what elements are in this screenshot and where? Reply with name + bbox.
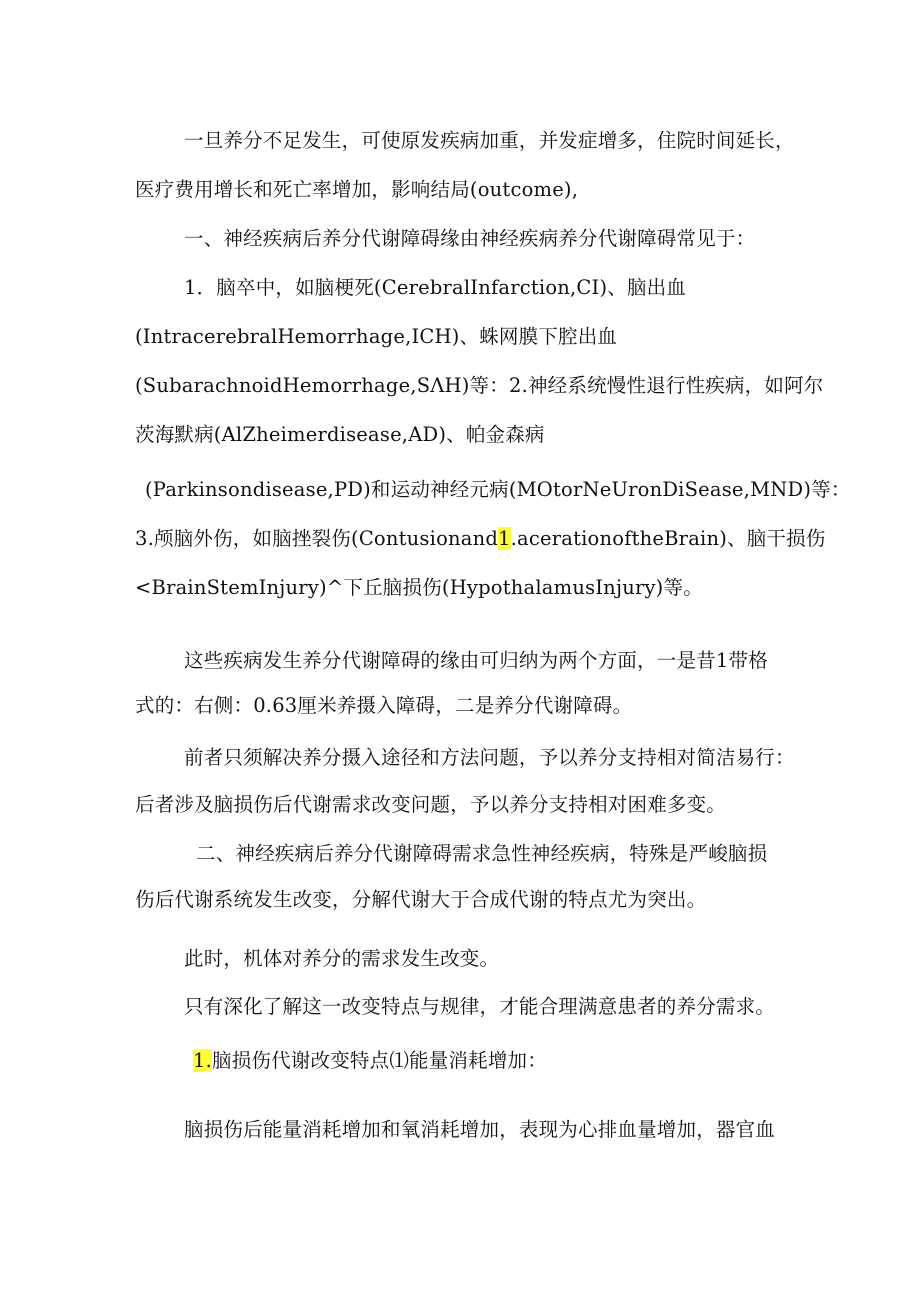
paragraph-6: 脑损伤后能量消耗增加和氧消耗增加，表现为心排血量增加，器官血 — [184, 1118, 776, 1141]
paragraph-5: 只有深化了解这一改变特点与规律，才能合理满意患者的养分需求。 — [184, 995, 776, 1018]
list-item-line-1: 1．脑卒中，如脑梗死(CerebralInfarction,CI)、脑出血 — [184, 276, 687, 299]
list-item-line-2: (IntracerebralHemorrhage,ICH)、蛛网膜下腔出血 — [135, 325, 618, 348]
paragraph-3-line-1: 前者只须解决养分摄入途径和方法问题，予以养分支持相对简洁易行： — [184, 746, 795, 769]
list-item-line-7: <BrainStemInjury)^下丘脑损伤(HypothalamusInjury)等。 — [135, 576, 703, 599]
list-item-line-6 — [135, 526, 826, 552]
section-1-heading: 一、神经疾病后养分代谢障碍缘由神经疾病养分代谢障碍常见于： — [184, 227, 756, 250]
list-item-line-4: 茨海默病(AlZheimerdisease,AD)、帕金森病 — [135, 423, 545, 446]
list-item-line-6-post: .acerationoftheBrain)、脑干损伤 — [510, 527, 826, 550]
section-2-heading: 二、神经疾病后养分代谢障碍需求急性神经疾病，特殊是严峻脑损 — [196, 842, 768, 865]
subsection-heading — [193, 1048, 547, 1074]
paragraph-4: 此时，机体对养分的需求发生改变。 — [184, 947, 500, 970]
list-item-line-5: (Parkinsondisease,PD)和运动神经元病(MOtorNeUronDiSease,MND)等： — [145, 478, 851, 501]
subsection-heading-text: 脑损伤代谢改变特点⑴能量消耗增加： — [212, 1049, 547, 1072]
list-item-line-6-pre: 3.颅脑外伤，如脑挫裂伤(Contusionand — [135, 527, 499, 550]
paragraph-2-line-1: 这些疾病发生养分代谢障碍的缘由可归纳为两个方面，一是昔1带格 — [184, 649, 768, 672]
section-2-line-2: 伤后代谢系统发生改变，分解代谢大于合成代谢的特点尤为突出。 — [135, 888, 707, 911]
highlighted-number: 1 — [498, 527, 511, 550]
highlighted-number: 1. — [193, 1049, 213, 1072]
paragraph-1-line-2: 医疗费用增长和死亡率增加，影响结局(outcome), — [135, 178, 579, 201]
list-item-line-3: (SubarachnoidHemorrhage,SΛH)等：2.神经系统慢性退行性疾病，如阿尔 — [135, 374, 824, 397]
paragraph-3-line-2: 后者涉及脑损伤后代谢需求改变问题，予以养分支持相对困难多变。 — [135, 793, 727, 816]
paragraph-1-line-1: 一旦养分不足发生，可使原发疾病加重，并发症增多，住院时间延长， — [184, 129, 795, 152]
paragraph-2-line-2: 式的：右侧：0.63厘米养摄入障碍，二是养分代谢障碍。 — [135, 694, 633, 717]
